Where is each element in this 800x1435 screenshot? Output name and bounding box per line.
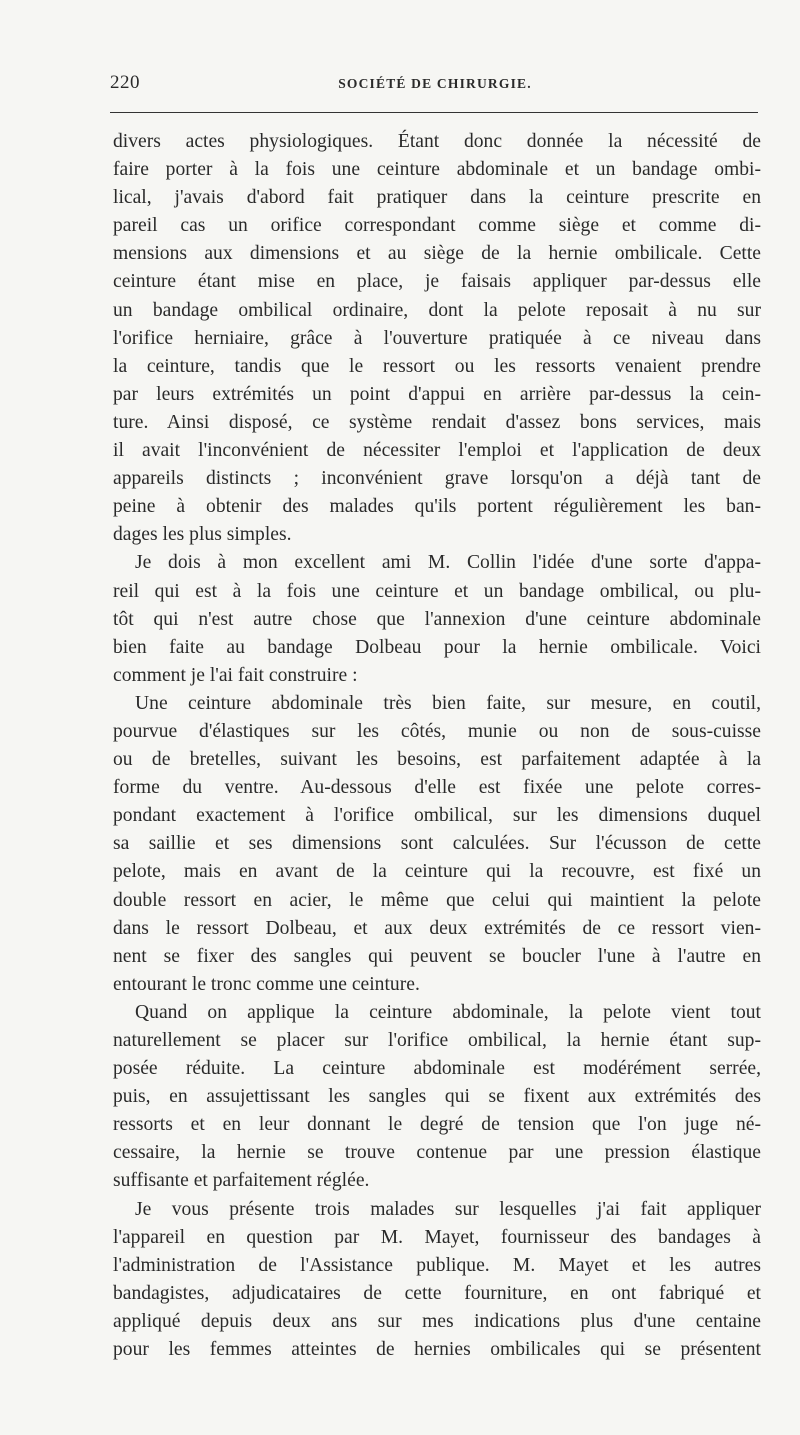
text-line: suffisante et parfaitement réglée. bbox=[113, 1170, 370, 1192]
page-header bbox=[110, 72, 760, 100]
text-line: Je dois à mon excellent ami M. Collin l'idée d'une sorte d'appa- bbox=[135, 552, 761, 574]
text-line: faire porter à la fois une ceinture abdominale et un bandage ombi- bbox=[113, 159, 761, 181]
text-line: double ressort en acier, le même que celui qui maintient la pelote bbox=[113, 889, 761, 911]
text-line: pareil cas un orifice correspondant comme siège et comme di- bbox=[113, 215, 761, 237]
text-line: l'orifice herniaire, grâce à l'ouverture pratiquée à ce niveau dans bbox=[113, 327, 761, 349]
text-line: posée réduite. La ceinture abdominale est modérément serrée, bbox=[113, 1058, 761, 1080]
text-line: il avait l'inconvénient de nécessiter l'emploi et l'application de deux bbox=[113, 440, 761, 462]
text-line: par leurs extrémités un point d'appui en arrière par-dessus la cein- bbox=[113, 383, 761, 405]
text-line: ressorts et en leur donnant le degré de tension que l'on juge né- bbox=[113, 1114, 761, 1136]
text-line: naturellement se placer sur l'orifice ombilical, la hernie étant sup- bbox=[113, 1030, 761, 1051]
body-text bbox=[113, 128, 761, 1364]
text-line: mensions aux dimensions et au siège de la hernie ombilicale. Cette bbox=[113, 243, 761, 265]
text-line: dages les plus simples. bbox=[113, 524, 292, 546]
text-line: pelote, mais en avant de la ceinture qui la recouvre, est fixé un bbox=[113, 861, 761, 883]
text-line: appareils distincts ; inconvénient grave lorsqu'on a déjà tant de bbox=[113, 468, 761, 490]
header-rule bbox=[110, 112, 758, 113]
text-line: ou de bretelles, suivant les besoins, est parfaitement adaptée à la bbox=[113, 749, 761, 771]
page-number: 220 bbox=[110, 72, 140, 93]
text-line: sa saillie et ses dimensions sont calculées. Sur l'écusson de cette bbox=[113, 833, 761, 855]
text-line: cessaire, la hernie se trouve contenue par une pression élastique bbox=[113, 1142, 761, 1164]
text-line: reil qui est à la fois une ceinture et un bandage ombilical, ou plu- bbox=[113, 580, 761, 602]
text-line: Je vous présente trois malades sur lesquelles j'ai fait appliquer bbox=[135, 1198, 761, 1220]
text-line: Une ceinture abdominale très bien faite, sur mesure, en coutil, bbox=[135, 692, 761, 714]
text-line: la ceinture, tandis que le ressort ou les ressorts venaient prendre bbox=[113, 355, 761, 377]
text-line: pour les femmes atteintes de hernies ombilicales qui se présentent bbox=[113, 1339, 761, 1361]
text-line: ceinture étant mise en place, je faisais appliquer par-dessus elle bbox=[113, 271, 761, 293]
text-line: Quand on applique la ceinture abdominale, la pelote vient tout bbox=[135, 1001, 761, 1023]
text-line: bandagistes, adjudicataires de cette fourniture, en ont fabriqué et bbox=[113, 1282, 761, 1304]
text-line: tôt qui n'est autre chose que l'annexion d'une ceinture abdominale bbox=[113, 608, 761, 630]
text-line: un bandage ombilical ordinaire, dont la pelote reposait à nu sur bbox=[113, 299, 761, 321]
text-line: forme du ventre. Au-dessous d'elle est fixée une pelote corres- bbox=[113, 777, 761, 799]
text-line: peine à obtenir des malades qu'ils portent régulièrement les ban- bbox=[113, 496, 761, 518]
text-line: divers actes physiologiques. Étant donc donnée la nécessité de bbox=[113, 131, 761, 152]
text-line: comment je l'ai fait construire : bbox=[113, 664, 358, 686]
text-line: entourant le tronc comme une ceinture. bbox=[113, 973, 420, 995]
text-line: bien faite au bandage Dolbeau pour la hernie ombilicale. Voici bbox=[113, 636, 761, 658]
text-line: dans le ressort Dolbeau, et aux deux extrémités de ce ressort vien- bbox=[113, 917, 761, 939]
text-line: nent se fixer des sangles qui peuvent se boucler l'une à l'autre en bbox=[113, 945, 761, 967]
text-line: ture. Ainsi disposé, ce système rendait d'assez bons services, mais bbox=[113, 411, 761, 433]
text-line: appliqué depuis deux ans sur mes indications plus d'une centaine bbox=[113, 1310, 761, 1332]
text-line: puis, en assujettissant les sangles qui se fixent aux extrémités des bbox=[113, 1086, 761, 1108]
running-head: SOCIÉTÉ DE CHIRURGIE. bbox=[338, 76, 532, 91]
text-line: l'administration de l'Assistance publique. M. Mayet et les autres bbox=[113, 1254, 761, 1276]
text-line: lical, j'avais d'abord fait pratiquer dans la ceinture prescrite en bbox=[113, 187, 761, 209]
text-line: pondant exactement à l'orifice ombilical, sur les dimensions duquel bbox=[113, 805, 761, 827]
text-line: l'appareil en question par M. Mayet, fournisseur des bandages à bbox=[113, 1226, 761, 1248]
text-line: pourvue d'élastiques sur les côtés, munie ou non de sous-cuisse bbox=[113, 720, 761, 742]
